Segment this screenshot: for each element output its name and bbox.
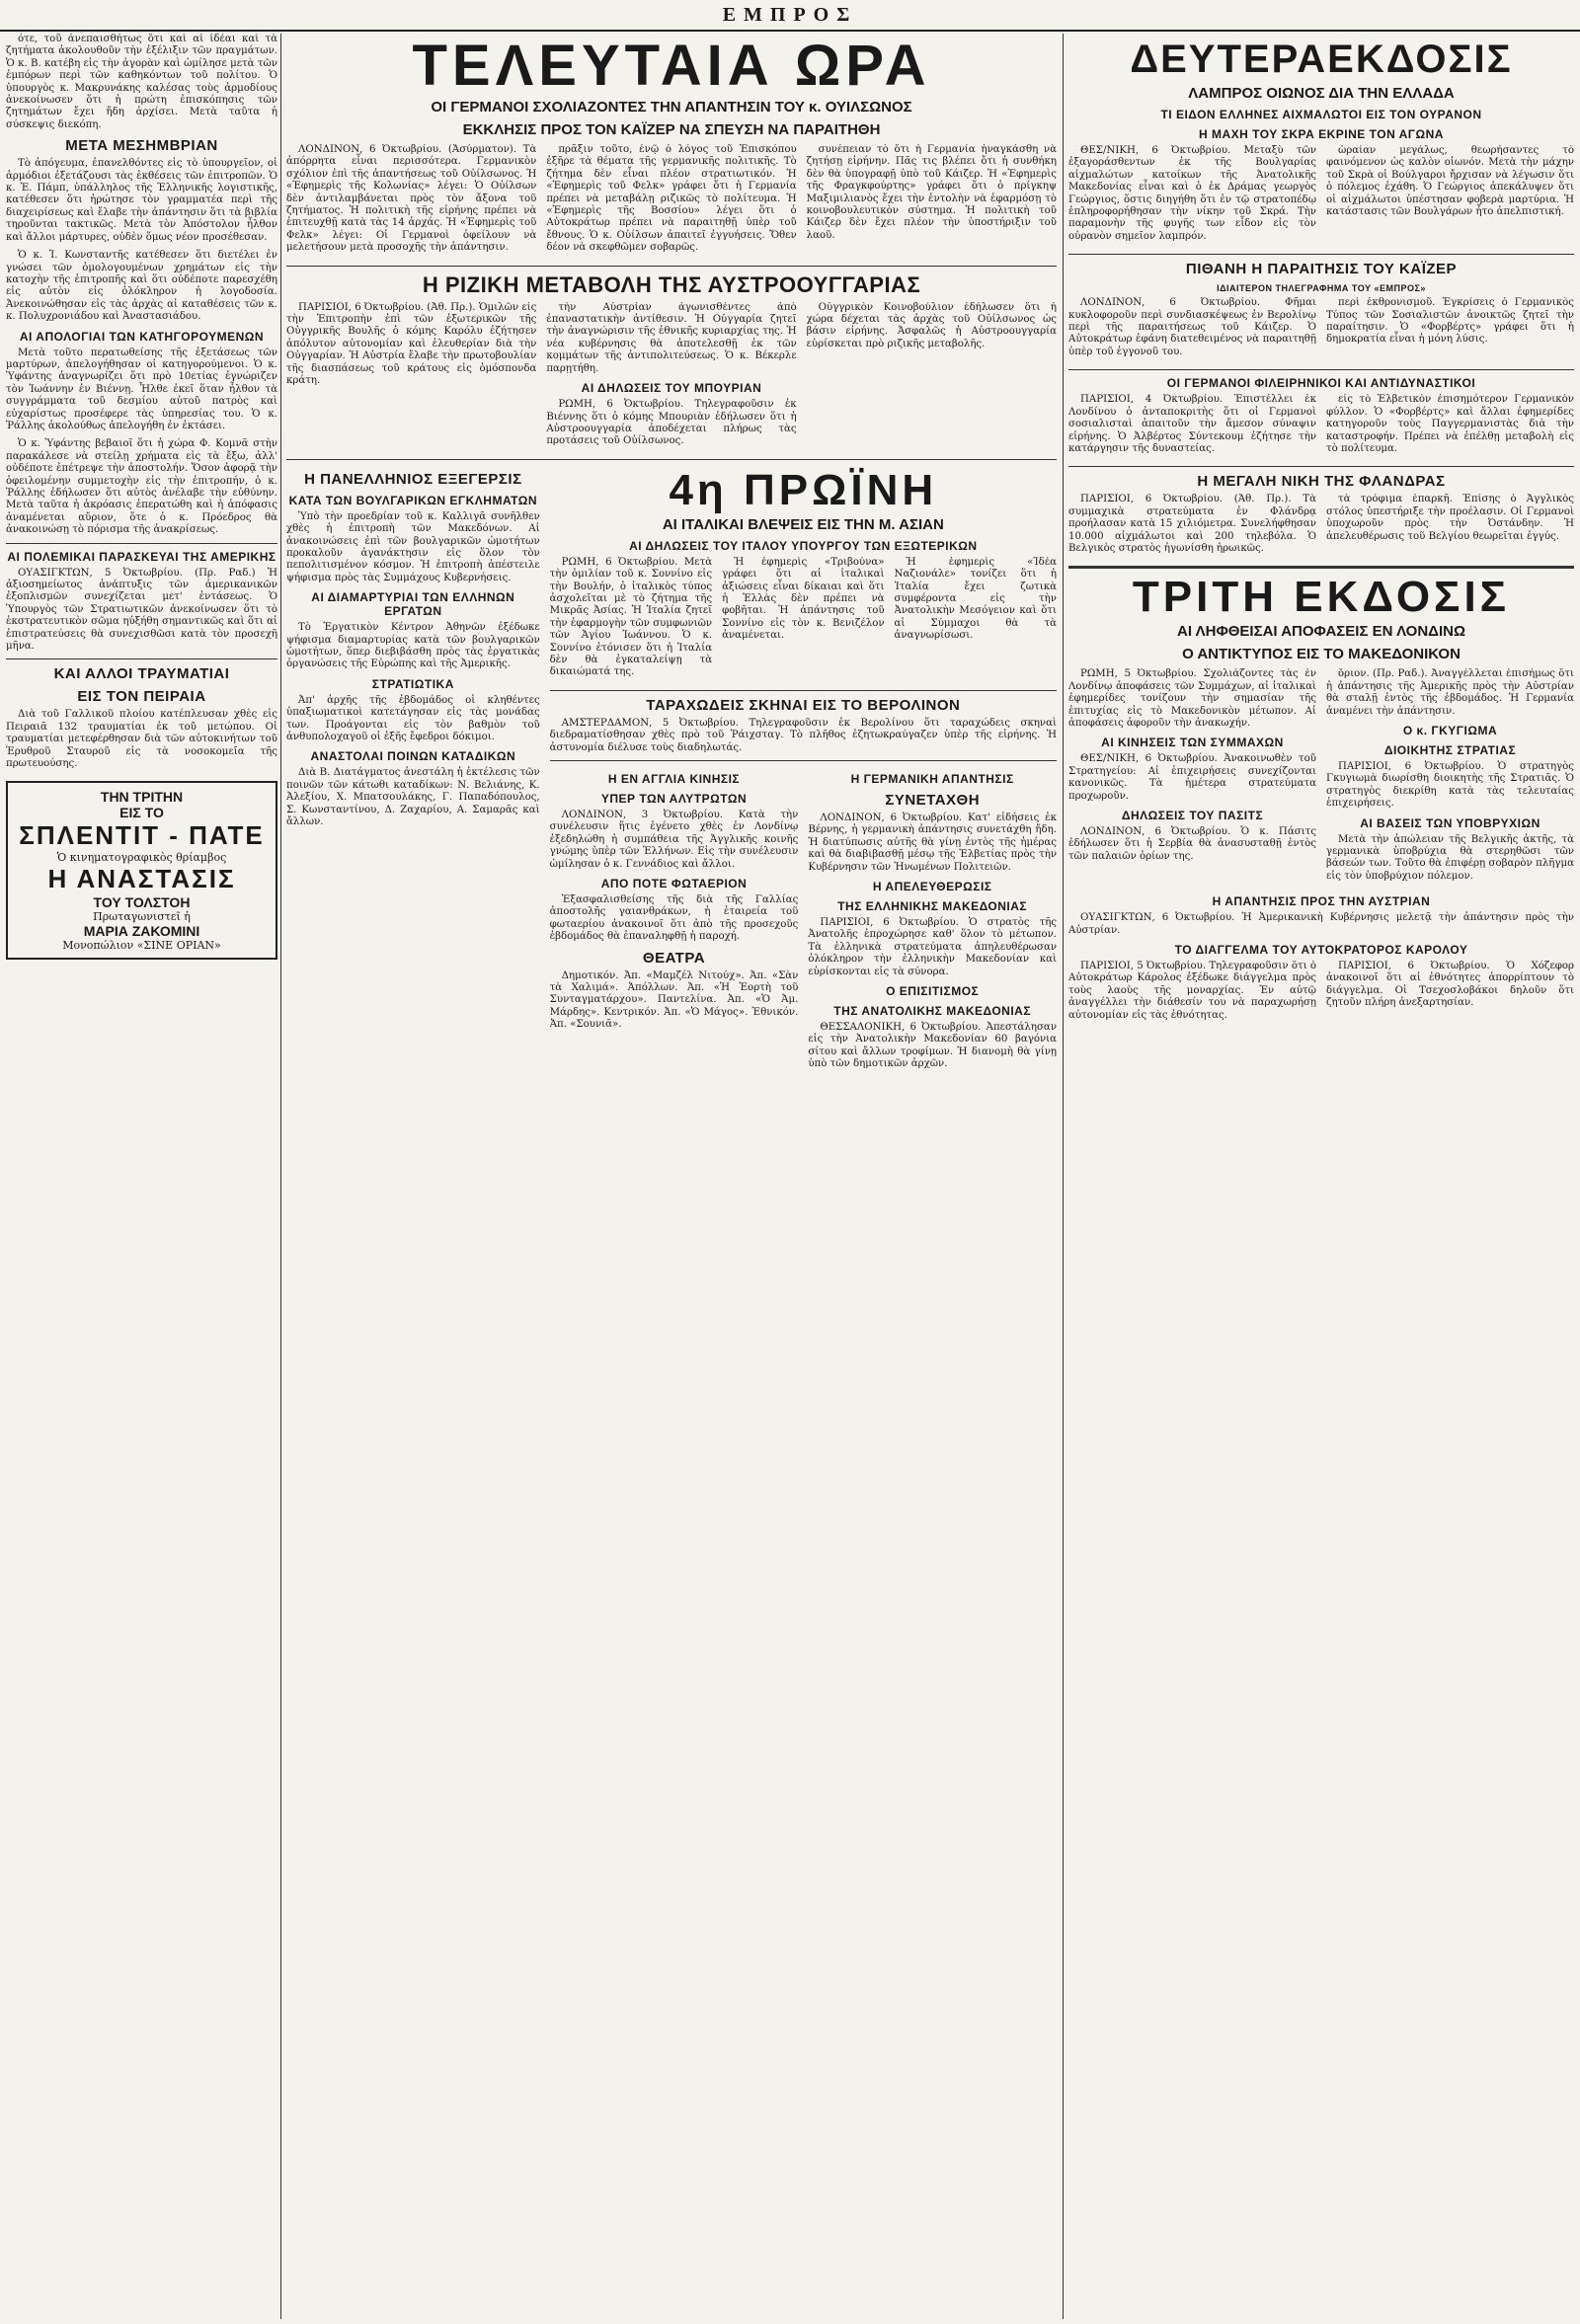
article-text: ΡΩΜΗ, 5 Ὀκτωβρίου. Σχολιάζοντες τὰς ἐν Λονδίνῳ ἀποφάσεις τῶν Συμμάχων, αἱ ἰταλικαὶ ἐφημερίδες τονίζουν τὴν σημασίαν τῆς ἐπιτυχίας εἰς τὸ Μακεδονικὸν μέτωπον. Αἱ ἀποφάσεις ἀφοροῦν τὴν ἀνακωχήν. [1068,668,1316,729]
article-text: ΘΕΣΣΑΛΟΝΙΚΗ, 6 Ὀκτωβρίου. Ἀπεστάλησαν εἰς τὴν Ἀνατολικὴν Μακεδονίαν 60 βαγόνια σίτου καὶ ἄλλων τροφίμων. Ἡ διανομὴ θὰ γίνῃ ὑπὸ τῶν δημοτικῶν ἀρχῶν. [808,1022,1057,1070]
section-heading: ΣΤΡΑΤΙΩΤΙΚΑ [371,676,454,691]
section-subheading: ΣΥΝΕΤΑΧΘΗ [885,792,981,809]
section-subheading: ΤΗΣ ΕΛΛΗΝΙΚΗΣ ΜΑΚΕΔΟΝΙΑΣ [837,899,1028,914]
section-subheading: ΤΗΣ ΑΝΑΤΟΛΙΚΗΣ ΜΑΚΕΔΟΝΙΑΣ [833,1004,1032,1019]
article-text: ότε, τοῦ ἀνεπαισθήτως ὅτι καὶ αἱ ἰδέαι καὶ τὰ ζητήματα ἀκολουθοῦν τὴν ἐξέλιξιν τῶν πραγμάτων. Ὁ κ. Β. κατέβη εἰς τὴν ἀγορὰν καὶ ὡμίλησε μετὰ τῶν ἐμπόρων περὶ τῶν καθηκόντων τοῦ πολίτου. Ὁ ὑπουργὸς κ. Μακρυνάκης καλέσας τοὺς ἀρμοδίους ἀνεκοίνωσεν ὅτι ἡ πρώτη ἐπισκόπησις τῶν ζητημάτων ἔχει ἤδη ἀρχίσει. Μετὰ ταῦτα ἡ σύσκεψις διεκόπη. [6,34,277,130]
main-subheadline: ΟΙ ΓΕΡΜΑΝΟΙ ΣΧΟΛΙΑΖΟΝΤΕΣ ΤΗΝ ΑΠΑΝΤΗΣΙΝ ΤΟΥ κ. ΟΥΙΛΣΩΝΟΣ [431,99,912,116]
column-divider [280,34,281,2319]
section-heading: Η ΜΕΓΑΛΗ ΝΙΚΗ ΤΗΣ ΦΛΑΝΔΡΑΣ [1197,473,1446,491]
section-heading: ΔΗΛΩΣΕΙΣ ΤΟΥ ΠΑΣΙΤΣ [1121,809,1264,822]
article-text: ΛΟΝΔΙΝΟΝ, 6 Ὀκτωβρίου. Κατ' εἰδήσεις ἐκ Βέρνης, ἡ γερμανικὴ ἀπάντησις συνετάχθη ἤδη. Ἡ διατύπωσις αὐτῆς θὰ γίνῃ ἐντὸς τῆς ἡμέρας καὶ θὰ διαβιβασθῇ μέσῳ τῆς Ἑλβετίας πρὸς τὴν Κυβέρνησιν τῶν Ἡνωμένων Πολιτειῶν. [808,813,1057,873]
article-text: ΟΥΑΣΙΓΚΤΩΝ, 6 Ὀκτωβρίου. Ἡ Ἀμερικανικὴ Κυβέρνησις μελετᾷ τὴν ἀπάντησιν πρὸς τὴν Αὐστρίαν. [1068,912,1574,936]
ad-line: ΤΟΥ ΤΟΛΣΤΟΗ [93,893,191,910]
article-text: ΘΕΣ/ΝΙΚΗ, 6 Ὀκτωβρίου. Ἀνακοινωθὲν τοῦ Στρατηγείου: Αἱ ἐπιχειρήσεις συνεχίζονται κανονικῶς. Τὰ ἡμέτερα στρατεύματα προχωροῦν. [1068,753,1316,802]
section-heading: ΑΙ ΚΙΝΗΣΕΙΣ ΤΩΝ ΣΥΜΜΑΧΩΝ [1101,736,1284,750]
ad-film-title: Η ΑΝΑΣΤΑΣΙΣ [47,863,236,893]
section-heading: Η ΕΝ ΑΓΓΛΙΑ ΚΙΝΗΣΙΣ [607,772,741,786]
section-heading: ΘΕΑΤΡΑ [642,949,706,967]
divider [550,760,1057,761]
article-text: Μετὰ τὴν ἀπώλειαν τῆς Βελγικῆς ἀκτῆς, τὰ γερμανικὰ ὑποβρύχια θὰ στερηθῶσι τῶν βάσεών των. Τοῦτο θὰ ἐπιφέρῃ σοβαρὸν πλῆγμα εἰς τὸν ὑποβρύχιον πόλεμον. [1326,833,1574,882]
column-divider [1063,34,1064,2319]
section-heading: Ο ΕΠΙΣΙΤΙΣΜΟΣ [886,984,980,999]
edition-subheadline: ΑΙ ΙΤΑΛΙΚΑΙ ΒΛΕΨΕΙΣ ΕΙΣ ΤΗΝ Μ. ΑΣΙΑΝ [662,515,944,533]
article-columns [1068,297,1574,364]
article-text: Ὁ κ. Ὑφάντης βεβαιοῖ ὅτι ἡ χώρα Φ. Κομνᾶ στὴν παρακάλεσε νὰ στείλῃ χρήματα εἰς τὰ ἔξω, ἀλλ' οὐδέποτε ἐπέτρεψε τὴν ἀποστολήν. Ὅσον ἀφορᾷ τὴν ὀφειλομένην συμμετοχὴν εἰς τὴν ἐπιτροπήν, ὁ κ. Ῥάλλης ἐδήλωσεν ὅτι αὐτὸς ἀνέλαβε τὴν εὐθύνην. Μετὰ ταῦτα ἡ ἀκρόασις ἐπερατώθη καὶ ἡ ἀπόφασις ἀναμένεται αὔριον, ὅτε ὁ κ. Πρόεδρος θὰ ἀνακοινώσῃ τὸ πόρισμα τῆς ἀνακρίσεως. [6,438,277,536]
edition-headline: ΔΕΥΤΕΡΑΕΚΔΟΣΙΣ [1130,38,1513,81]
article-text: ΠΑΡΙΣΙΟΙ, 6 Ὀκτωβρίου. Ὁ στρατηγὸς Γκυγιωμὰ διωρίσθη διοικητὴς τῆς Στρατιᾶς. Ὁ στρατηγὸς διεκρίθη κατὰ τὰς τελευταίας ἐπιχειρήσεις. [1326,760,1574,810]
divider [1068,566,1574,569]
section-subheading: ΑΙ ΔΗΛΩΣΕΙΣ ΤΟΥ ΜΠΟΥΡΙΑΝ [581,381,762,396]
section-heading: Η ΡΙΖΙΚΗ ΜΕΤΑΒΟΛΗ ΤΗΣ ΑΥΣΤΡΟΟΥΓΓΑΡΙΑΣ [422,271,921,297]
edition-subheadline: ΤΙ ΕΙΔΟΝ ΕΛΛΗΝΕΣ ΑΙΧΜΑΛΩΤΟΙ ΕΙΣ ΤΟΝ ΟΥΡΑΝΟΝ [1160,108,1482,121]
main-column [286,34,1057,2319]
article-text: Τὸ ἀπόγευμα, ἐπανελθόντες εἰς τὸ ὑπουργεῖον, οἱ ἁρμόδιοι ἐξετάζουσι τὰς ἐκθέσεις τῶν ἐπιτροπῶν. Ὁ κ. Ἐ. Πάμπ, ὑπάλληλος τῆς Ἑλληνικῆς λογιστικῆς, κατέθεσεν ὅτι ἠρώτησε τὸν γραμματέα περὶ τῆς διαχειρίσεως καὶ ἔλαβε τὴν ἀπάντησιν ὅτι τὰ βιβλία τηροῦνται τακτικῶς. Μετὰ τὸν Ἀπόστολον ἦλθον καὶ ἄλλοι μάρτυρες, οὐδὲν ὅμως νέον προσέθεσαν. [6,158,277,243]
article-text: ΛΟΝΔΙΝΟΝ, 6 Ὀκτωβρίου. (Ἀσύρματον). Τὰ ἀπόρρητα εἶναι περισσότερα. Γερμανικὸν σχόλιον ἐπὶ τῆς ἀπαντήσεως τοῦ Οὐίλσωνος. Ἡ «Ἐφημερὶς τῆς Κολωνίας» λέγει: Ὁ Οὐίλσων δὲν ἀντιλαμβάνεται πρὸς τὸν ἄξονα τοῦ ζητήματος. Ἡ πολιτικὴ τῆς εἰρήνης πρέπει νὰ ἐπιτευχθῇ κατὰ τὰς 14 ἀρχάς. Ἡ «Ἐφημερὶς τοῦ Φελκ» λέγει: Οἱ Γερμανοὶ ὀφείλουν νὰ μελετήσουν μετὰ προσοχῆς τὴν ἀπάντησιν. [286,144,537,254]
divider [6,658,277,659]
edition-headline: ΤΡΙΤΗ ΕΚΔΟΣΙΣ [1132,573,1511,622]
article-text: περὶ ἐκθρονισμοῦ. Ἐγκρίσεις ὁ Γερμανικὸς Τύπος τῶν Σοσιαλιστῶν ἀνοικτῶς ζητεῖ τὴν παραίτησιν. Ὁ «Φορβέρτς» γράφει ὅτι ἡ δημοκρατία εἶναι ἡ μόνη λύσις. [1326,297,1574,346]
article-text: τὴν Αὐστρίαν ἀγωνισθέντες ἀπὸ ἐπαναστατικὴν ἀντίθεσιν. Ἡ Οὐγγαρία ζητεῖ τὴν ἀναγνώρισιν τῆς ἐθνικῆς κυριαρχίας της. Ἡ νέα κυβέρνησις θὰ ἀποτελεσθῇ ἐκ τῶν κομμάτων τῆς ἀντιπολιτεύσεως. Ὁ κ. Βέκερλε παρῃτήθη. [546,301,797,374]
divider [1068,254,1574,255]
article-columns [550,766,1057,1077]
edition-subheadline: Η ΜΑΧΗ ΤΟΥ ΣΚΡΑ ΕΚΡΙΝΕ ΤΟΝ ΑΓΩΝΑ [1199,127,1444,141]
section-heading: Ο κ. ΓΚΥΓΙΩΜΑ [1402,723,1498,737]
section-heading: ΚΑΙ ΑΛΛΟΙ ΤΡΑΥΜΑΤΙΑΙ [53,665,230,683]
main-subheadline: ΕΚΚΛΗΣΙΣ ΠΡΟΣ ΤΟΝ ΚΑΪΖΕΡ ΝΑ ΣΠΕΥΣΗ ΝΑ ΠΑΡΑΙΤΗΘΗ [462,121,881,138]
ad-line: ΕΙΣ ΤΟ [119,804,164,820]
article-text: Μετὰ τοῦτο περατωθείσης τῆς ἐξετάσεως τῶν μαρτύρων, ἀπελογήθησαν οἱ κατηγορούμενοι. Ὁ κ. Ὑφάντης ἀναγνωρίζει ὅτι πρὸ 10ετίας ἐγνώριζεν τὸν Ἰωάννην ἐν Βιέννῃ. Ἦλθε ἐκεῖ ὅταν ἦλθον τὰ συγγράμματα τοῦ δεσμίου αὐτοῦ πατρὸς καὶ εὐχαρίστως προσέφερε τὰς ὑπηρεσίας του. Ὁ κ. Ῥάλλης ἀκολούθως ἀπελογήθη ἐν ἐκτάσει. [6,347,277,431]
edition-subheadline: ΛΑΜΠΡΟΣ ΟΙΩΝΟΣ ΔΙΑ ΤΗΝ ΕΛΛΑΔΑ [1188,85,1455,102]
article-text: Τὸ Ἐργατικὸν Κέντρον Ἀθηνῶν ἐξέδωκε ψήφισμα διαμαρτυρίας κατὰ τῶν βουλγαρικῶν ὠμοτήτων, ὅπερ διεβιβάσθη πρὸς τὰς ἐργατικὰς ὀργανώσεις τῆς Εὐρώπης καὶ τῆς Ἀμερικῆς. [286,622,540,670]
article-columns [1068,668,1574,889]
section-subheading: ΔΙΟΙΚΗΤΗΣ ΣΤΡΑΤΙΑΣ [1383,742,1517,757]
article-text: ΡΩΜΗ, 6 Ὀκτωβρίου. Μετὰ τὴν ὁμιλίαν τοῦ κ. Σοννίνο εἰς τὴν Βουλήν, ὁ ἰταλικὸς τύπος ἀσχολεῖται μὲ τὸ ζήτημα τῆς Μικρᾶς Ἀσίας. Ἡ Ἰταλία ζητεῖ τὴν ἐφαρμογὴν τῶν συμφωνιῶν τῶν Ἀγίου Ἰωάννου. Ὁ κ. Σοννίνο ἐτόνισεν ὅτι ἡ Ἰταλία δὲν θὰ ἐγκαταλείψῃ τὰ δικαιώματά της. [549,556,713,678]
masthead [0,0,1580,32]
ad-line: Μονοπώλιον «ΣΙΝΕ ΟΡΙΑΝ» [62,938,221,952]
ad-line: ΤΗΝ ΤΡΙΤΗΝ [100,788,184,805]
ad-actress: ΜΑΡΙΑ ΖΑΚΟΜΙΝΙ [83,922,200,939]
article-text: ΡΩΜΗ, 6 Ὀκτωβρίου. Τηλεγραφοῦσιν ἐκ Βιέννης ὅτι ὁ κόμης Μπουριὰν ἐδήλωσεν ὅτι ἡ Αὐστροουγγαρία ἀποδέχεται πλήρως τὰς προτάσεις τοῦ Οὐίλσωνος. [546,399,797,447]
lower-left-block [286,465,540,1077]
lower-right-block [550,465,1057,1077]
divider [550,690,1057,691]
article-text: ΛΟΝΔΙΝΟΝ, 3 Ὀκτωβρίου. Κατὰ τὴν συνέλευσιν ἥτις ἐγένετο χθὲς ἐν Λονδίνῳ ἐξεδηλώθη ἡ συμπάθεια τῆς Ἀγγλικῆς κοινῆς γνώμης ὑπὲρ τῶν Ἑλλήνων. Εἰς τὴν συνέλευσιν ὡμίλησαν ὁ κ. Γεννάδιος καὶ ἄλλοι. [549,810,799,870]
article-text: ΘΕΣ/ΝΙΚΗ, 6 Ὀκτωβρίου. Μεταξὺ τῶν ἐξαγοράσθεντων ἐκ τῆς Βουλγαρίας αἰχμαλώτων κατοίκων τῆς Ἀνατολικῆς Μακεδονίας εἶναι καὶ ὁ ἐκ Δράμας γεωργὸς Γεώργιος, ὅστις διηγήθη ὅτι ἐν τῷ στρατοπέδῳ ἐπληροφορήθησαν τὴν νίκην τοῦ Σκρά. Τὴν παραμονὴν τῆς φυγῆς των εἶδον εἰς τὸν οὐρανὸν σημεῖον λαμπρόν. [1068,145,1316,242]
article-text: ΛΟΝΔΙΝΟΝ, 6 Ὀκτωβρίου. Ὁ κ. Πάσιτς ἐδήλωσεν ὅτι ἡ Σερβία θὰ ἀνασυσταθῇ ἐντὸς τῶν παλαιῶν ὁρίων της. [1068,826,1316,862]
lower-main-area [286,465,1057,1077]
article-text: ΠΑΡΙΣΙΟΙ, 6 Ὀκτωβρίου. (Ἀθ. Πρ.). Τὰ συμμαχικὰ στρατεύματα ἐν Φλάνδρᾳ προήλασαν κατὰ 15 χιλιόμετρα. Συνελήφθησαν 10.000 αἰχμάλωτοι καὶ 200 τηλεβόλα. Ὁ Βελγικὸς στρατὸς ἠγωνίσθη ἡρωικῶς. [1068,494,1316,554]
article-columns [286,144,1057,261]
article-text: Οὐγγρικὸν Κοινοβούλιον ἐδήλωσεν ὅτι ἡ χώρα δέχεται τὰς ἀρχὰς τοῦ Οὐίλσωνος ὡς βάσιν εἰρήνης. Ἀσφαλῶς ἡ Αὐστροουγγαρία εὑρίσκεται πρὸ ριζικῆς μεταβολῆς. [806,301,1057,349]
right-column [1068,34,1574,2319]
article-text: ΠΑΡΙΣΙΟΙ, 4 Ὀκτωβρίου. Ἐπιστέλλει ἐκ Λονδίνου ὁ ἀνταποκριτὴς ὅτι οἱ Γερμανοὶ σοσιαλισταὶ ἀπαιτοῦν τὴν ἄμεσον σύναψιν εἰρήνης. Ὁ Ἀλβέρτος Σύντεκουμ ἐζήτησε τὴν κατάργησιν τῆς δυναστείας. [1068,394,1316,454]
divider [286,266,1057,267]
article-columns [550,557,1057,685]
ad-line: Ὁ κινηματογραφικὸς θρίαμβος [56,850,227,864]
section-subheading: ΑΙ ΔΙΑΜΑΡΤΥΡΙΑΙ ΤΩΝ ΕΛΛΗΝΩΝ ΕΡΓΑΤΩΝ [311,590,515,619]
section-subheading: ΚΑΤΑ ΤΩΝ ΒΟΥΛΓΑΡΙΚΩΝ ΕΓΚΛΗΜΑΤΩΝ [288,493,538,507]
section-heading: ΤΑΡΑΧΩΔΕΙΣ ΣΚΗΝΑΙ ΕΙΣ ΤΟ ΒΕΡΟΛΙΝΟΝ [646,696,961,714]
article-text: ὅριον. (Πρ. Ραδ.). Ἀναγγέλλεται ἐπισήμως ὅτι ἡ ἀπάντησις τῆς Ἀμερικῆς πρὸς τὴν Αὐστρίαν θὰ σταλῇ ἐντὸς τῆς ἑβδομάδος. Ἡ Γερμανία ἀναμένει τὴν ἀπάντησιν. [1326,668,1574,717]
divider [286,459,1057,460]
article-text: Ἡ ἐφημερὶς «Τριβούνα» γράφει ὅτι αἱ ἰταλικαὶ ἀξιώσεις εἶναι δίκαιαι καὶ ὅτι ἡ Ἑλλὰς δὲν πρέπει νὰ φοβῆται. Ἡ ἀπάντησις τοῦ Σοννίνο εἰς τὸν κ. Βενιζέλον ἀναμένεται. [722,556,885,642]
article-columns [1068,145,1574,249]
article-text: Διὰ τοῦ Γαλλικοῦ πλοίου κατέπλευσαν χθὲς εἰς Πειραιᾶ 132 τραυματίαι ἐκ τοῦ μετώπου. Οἱ τραυματίαι μετεφέρθησαν διὰ τῶν αὐτοκινήτων τοῦ Ἐρυθροῦ Σταυροῦ εἰς τὰ νοσοκομεῖα τῆς πρωτευούσης. [6,709,277,770]
edition-subheadline: Ο ΑΝΤΙΚΤΥΠΟΣ ΕΙΣ ΤΟ ΜΑΚΕΔΟΝΙΚΟΝ [1182,646,1461,663]
left-column [6,34,277,2319]
section-subheading: ΥΠΕΡ ΤΩΝ ΑΛΥΤΡΩΤΩΝ [600,792,748,806]
section-heading: ΠΙΘΑΝΗ Η ΠΑΡΑΙΤΗΣΙΣ ΤΟΥ ΚΑΪΖΕΡ [1185,261,1458,278]
divider [1068,466,1574,467]
section-heading: Η ΑΠΕΛΕΥΘΕΡΩΣΙΣ [872,880,992,894]
article-text: Ὁ κ. Ἰ. Κωνσταντῆς κατέθεσεν ὅτι διετέλει ἐν γνώσει τῶν ὁμολογουμένων χρημάτων εἰς τὴν κατοχὴν τῆς ἐπιτροπῆς καὶ ὅτι οὐδέποτε παρεσχέθη εἰς αὐτὸν εἰς ὁλόκληρον ἡ λογοδοσία. Ἀνεκοινώθησαν εἰς τὰς ἀρχὰς αἱ καταθέσεις τῶν κ. κ. Πολυχρονιάδου καὶ Ἀναστασιάδου. [6,250,277,323]
article-columns [1068,961,1574,1028]
article-text: Δημοτικόν. Ἀπ. «Μαμζέλ Νιτούχ». Ἀπ. «Σὰν τὰ Χαλιμά». Ἀπόλλων. Ἀπ. «Ἡ Ἑορτὴ τοῦ Συνταγματάρχου». Παντελίνα. Ἀπ. «Ὁ Ἀμ. Μάρδης». Κεντρικόν. Ἀπ. «Ὁ Μάγος». Ἐθνικόν. Ἀπ. «Σουνιᾶ». [549,969,799,1031]
section-subheading: ΙΔΙΑΙΤΕΡΟΝ ΤΗΛΕΓΡΑΦΗΜΑ ΤΟΥ «ΕΜΠΡΟΣ» [1217,283,1426,294]
article-text: ΠΑΡΙΣΙΟΙ, 5 Ὀκτωβρίου. Τηλεγραφοῦσιν ὅτι ὁ Αὐτοκράτωρ Κάρολος ἐξέδωκε διάγγελμα πρὸς τοὺς λαοὺς τῆς μοναρχίας. Ἐν αὐτῷ ἀναγγέλλει τὴν διάθεσίν του νὰ παραχωρήσῃ αὐτονομίαν εἰς τὰς ἐθνότητας. [1068,961,1316,1021]
article-columns [1068,494,1574,561]
article-text: Ὑπὸ τὴν προεδρίαν τοῦ κ. Καλλιγᾶ συνῆλθεν χθὲς ἡ ἐπιτροπὴ τῶν Μακεδόνων. Αἱ ἀνακοινώσεις ἐπὶ τῶν βουλγαρικῶν ὠμοτήτων προκαλοῦν ἀγανάκτησιν εἰς ὅλον τὸν πεπολιτισμένον κόσμον. Ἡ ἐπιτροπὴ ἀπέστειλε ψήφισμα πρὸς τὰς Συμμάχους Κυβερνήσεις. [286,510,540,583]
article-columns [1068,394,1574,461]
article-text: ΠΑΡΙΣΙΟΙ, 6 Ὀκτωβρίου. Ὁ Χόζεφορ ἀνακοινοῖ ὅτι αἱ ἐθνότητες ἀπορρίπτουν τὸ διάγγελμα. Οἱ Τσεχοσλοβάκοι δηλοῦν ὅτι ζητοῦν πλήρη ἀνεξαρτησίαν. [1326,961,1574,1009]
article-text: Ἡ ἐφημερὶς «Ἰδέα Ναζιονάλε» τονίζει ὅτι ἡ Ἰταλία ἔχει ζωτικὰ συμφέροντα εἰς τὴν Ἀνατολικὴν Μεσόγειον καὶ ὅτι αἱ Σύμμαχοι θὰ τὰ ἀναγνωρίσωσι. [894,556,1057,642]
section-subheading: ΑΝΑΣΤΟΛΑΙ ΠΟΙΝΩΝ ΚΑΤΑΔΙΚΩΝ [310,749,516,764]
section-heading: ΑΙ ΒΑΣΕΙΣ ΤΩΝ ΥΠΟΒΡΥΧΙΩΝ [1360,815,1540,830]
edition-headline: 4η ΠΡΩΪΝΗ [669,465,938,514]
divider [1068,369,1574,370]
article-text: ΛΟΝΔΙΝΟΝ, 6 Ὀκτωβρίου. Φῆμαι κυκλοφοροῦν περὶ συνδιασκέψεως ἐν Βερολίνῳ περὶ τῆς παραιτήσεως τοῦ Κάιζερ. Ὁ Αὐτοκράτωρ ἐφάνη διατεθειμένος νὰ παραιτηθῇ ὑπὲρ τοῦ ἐγγονοῦ του. [1068,297,1316,357]
section-heading: ΟΙ ΓΕΡΜΑΝΟΙ ΦΙΛΕΙΡΗΝΙΚΟΙ ΚΑΙ ΑΝΤΙΔΥΝΑΣΤΙΚΟΙ [1166,376,1476,391]
section-heading: Η ΓΕΡΜΑΝΙΚΗ ΑΠΑΝΤΗΣΙΣ [850,772,1014,786]
section-subheading: ΕΙΣ ΤΟΝ ΠΕΙΡΑΙΑ [77,688,206,706]
ad-cinema-name: ΣΠΛΕΝΤΙΤ - ΠΑΤΕ [19,819,265,850]
section-heading: ΑΠΟ ΠΟΤΕ ΦΩΤΑΕΡΙΟΝ [600,877,748,891]
article-text: ΑΜΣΤΕΡΔΑΜΟΝ, 5 Ὀκτωβρίου. Τηλεγραφοῦσιν ἐκ Βερολίνου ὅτι ταραχώδεις σκηναὶ διεδραματίσθησαν χθὲς πρὸ τοῦ Ῥάιχσταγ. Τὸ πλῆθος ἐζητωκραύγαζεν ὑπὲρ τῆς εἰρήνης. Ἡ ἀστυνομία διέλυσε τοὺς διαδηλωτάς. [549,717,1057,753]
article-text: συνέπειαν τὸ ὅτι ἡ Γερμανία ἠναγκάσθη νὰ ζητήσῃ εἰρήνην. Πᾶς τις βλέπει ὅτι ἡ συνθήκη δὲν θὰ ὑπογραφῇ ὑπὸ τοῦ Κάιζερ. Ἡ «Ἐφημερὶς τῆς Φραγκφούρτης» γράφει ὅτι ὁ πρίγκηψ Μαξιμιλιανὸς ἔχει τὴν ἐντολὴν νὰ ἐφαρμόσῃ τὸ κοινοβουλευτικὸν σύστημα. Ἡ πολιτικὴ τοῦ Κάιζερ δὲν ἔχει πλέον τὴν ὑποστήριξιν τοῦ λαοῦ. [806,144,1057,241]
article-text: Διὰ Β. Διατάγματος ἀνεστάλη ἡ ἐκτέλεσις τῶν ποινῶν τῶν κάτωθι καταδίκων: Ν. Βελιάνης, Κ. Ἀλεξίου, Χ. Μπατσουλάκης, Γ. Παπαδόπουλος, Σ. Κωνσταντίνου, Δ. Ζαχαρίου, Α. Σαμαρᾶς καὶ ἄλλων. [286,767,540,828]
section-heading: ΑΙ ΠΟΛΕΜΙΚΑΙ ΠΑΡΑΣΚΕΥΑΙ ΤΗΣ ΑΜΕΡΙΚΗΣ [7,549,276,564]
article-columns [286,302,1057,454]
section-heading: ΜΕΤΑ ΜΕΣΗΜΒΡΙΑΝ [65,137,218,155]
divider [6,543,277,544]
article-text: Ἀπ' ἀρχῆς τῆς ἐβδομάδος οἱ κληθέντες ὑπαξιωματικοὶ κατετάγησαν εἰς τὰς μονάδας των. Προάγονται εἰς τὸν βαθμὸν τοῦ ἀνθυπολοχαγοῦ οἱ ἐξῆς ἔφεδροι δόκιμοι. [286,694,540,742]
article-text: ὡραίαν μεγάλως, θεωρήσαντες τὸ φαινόμενον ὡς καλὸν οἰωνόν. Μετὰ τὴν μάχην τοῦ Σκρὰ οἱ Βούλγαροι ἤρχισαν νὰ λέγωσιν ὅτι ὁ πόλεμος ἐχάθη. Ὁ Γεώργιος ἀπεκάλυψεν ὅτι οἱ αἰχμάλωτοι ὑπέστησαν φοβερὰ μαρτύρια. Ἡ κατάστασις τῶν Βουλγάρων ἦτο ἀπελπιστική. [1326,145,1574,218]
main-headline: ΤΕΛΕΥΤΑΙΑ ΩΡΑ [412,34,931,98]
section-heading: Η ΑΠΑΝΤΗΣΙΣ ΠΡΟΣ ΤΗΝ ΑΥΣΤΡΙΑΝ [1212,894,1431,909]
article-text: ΠΑΡΙΣΙΟΙ, 6 Ὀκτωβρίου. Ὁ στρατὸς τῆς Ἀνατολῆς ἐπροχώρησε καθ' ὅλον τὸ μέτωπον. Τὰ ἑλληνικὰ στρατεύματα ἀπηλευθέρωσαν ὁλόκληρον τὴν ἑλληνικὴν Μακεδονίαν καὶ εὑρίσκονται εἰς τὰ σύνορα. [808,917,1057,977]
edition-subheadline: ΑΙ ΛΗΦΘΕΙΣΑΙ ΑΠΟΦΑΣΕΙΣ ΕΝ ΛΟΝΔΙΝΩ [1177,623,1465,641]
article-text: εἰς τὸ Ἑλβετικὸν ἐπισημότερον Γερμανικὸν φύλλον. Ὁ «Φορβέρτς» καὶ ἄλλαι ἐφημερίδες κατηγοροῦν τοὺς Παγγερμανιστὰς διὰ τὴν καταστροφήν. Πρέπει νὰ ἐπέλθῃ μεταβολὴ εἰς τὸ πολίτευμα. [1326,394,1574,454]
section-heading: ΑΙ ΑΠΟΛΟΓΙΑΙ ΤΩΝ ΚΑΤΗΓΟΡΟΥΜΕΝΩΝ [19,329,265,344]
ad-line: Πρωταγωνιστεῖ ἡ [93,909,191,923]
section-heading: Η ΠΑΝΕΛΛΗΝΙΟΣ ΕΞΕΓΕΡΣΙΣ [304,470,522,488]
section-heading: ΤΟ ΔΙΑΓΓΕΛΜΑ ΤΟΥ ΑΥΤΟΚΡΑΤΟΡΟΣ ΚΑΡΟΛΟΥ [1174,943,1468,958]
cinema-advertisement [6,781,277,960]
masthead-title: ΕΜΠΡΟΣ [722,4,858,26]
edition-subheadline: ΑΙ ΔΗΛΩΣΕΙΣ ΤΟΥ ΙΤΑΛΟΥ ΥΠΟΥΡΓΟΥ ΤΩΝ ΕΞΩΤΕΡΙΚΩΝ [629,538,978,553]
article-text: ΟΥΑΣΙΓΚΤΩΝ, 5 Ὀκτωβρίου. (Πρ. Ραδ.) Ἡ ἀξιοσημείωτος ἀνάπτυξις τῶν ἀμερικανικῶν ἐξοπλισμῶν συνεχίζεται μετ' ἐντάσεως. Ὁ Ὑπουργὸς τῶν Στρατιωτικῶν ἀνεκοίνωσεν ὅτι τὸ ἐκστρατευτικὸν σῶμα ηὐξήθη σημαντικῶς καὶ ὅτι αἱ ἐπιστρατεύσεις θὰ συνεχισθῶσι κατὰ τὸν προσεχῆ μῆνα. [6,567,277,653]
article-text: πρᾶξιν τοῦτο, ἐνῷ ὁ λόγος τοῦ Ἐπισκόπου ἐξῆρε τὰ θέματα τῆς γερμανικῆς πολιτικῆς. Τὸ ζήτημα δὲν εἶναι πλέον στρατιωτικόν. Ἡ «Ἐφημερὶς τοῦ Φελκ» γράφει ὅτι ἡ Γερμανία πρέπει νὰ μεταβάλῃ ριζικῶς τὸ πολίτευμα. Ἡ «Ἐφημερὶς τῆς Βοσσίου» λέγει ὅτι ὁ Αὐτοκράτωρ πρέπει νὰ παραιτηθῇ ὑπὲρ τοῦ ἔθνους. Ὁ κ. Οὐίλσων ἀπαιτεῖ ἐγγυήσεις. Ὅθεν δέον νὰ σκεφθῶμεν σοβαρῶς. [546,144,797,254]
article-text: Ἐξασφαλισθείσης τῆς διὰ τῆς Γαλλίας ἀποστολῆς γαιανθράκων, ἡ ἑταιρεία τοῦ φωταερίου ἀνακοινοῖ ὅτι ἀπὸ τῆς προσεχοῦς ἑβδομάδος θὰ ἐπαναληφθῇ ἡ παροχή. [549,894,799,943]
article-text: ΠΑΡΙΣΙΟΙ, 6 Ὀκτωβρίου. (Ἀθ. Πρ.). Ὁμιλῶν εἰς τὴν Ἐπιτροπὴν ἐπὶ τῶν ἐξωτερικῶν τῆς Οὐγγρικῆς Βουλῆς ὁ κόμης Καρόλυ ἐζήτησεν ἀπόλυτον αὐτονομίαν καὶ ἐλευθερίαν διὰ τὴν Οὐγγαρίαν. Ἡ Αὐστρία ἔλαβε τὴν πρωτοβουλίαν τῆς διασπάσεως τοῦ κράτους εἰς ὁμόσπονδα κράτη. [286,301,537,387]
article-text: τὰ τρόφιμα ἐπαρκῆ. Ἐπίσης ὁ Ἀγγλικὸς στόλος ὑπεστήριξε τὴν προέλασιν. Οἱ Γερμανοὶ ὑποχωροῦν πρὸς τὴν Ὀστάνδην. Ἡ ἀπελευθέρωσις τοῦ Βελγίου θεωρεῖται ἐγγύς. [1326,494,1574,542]
